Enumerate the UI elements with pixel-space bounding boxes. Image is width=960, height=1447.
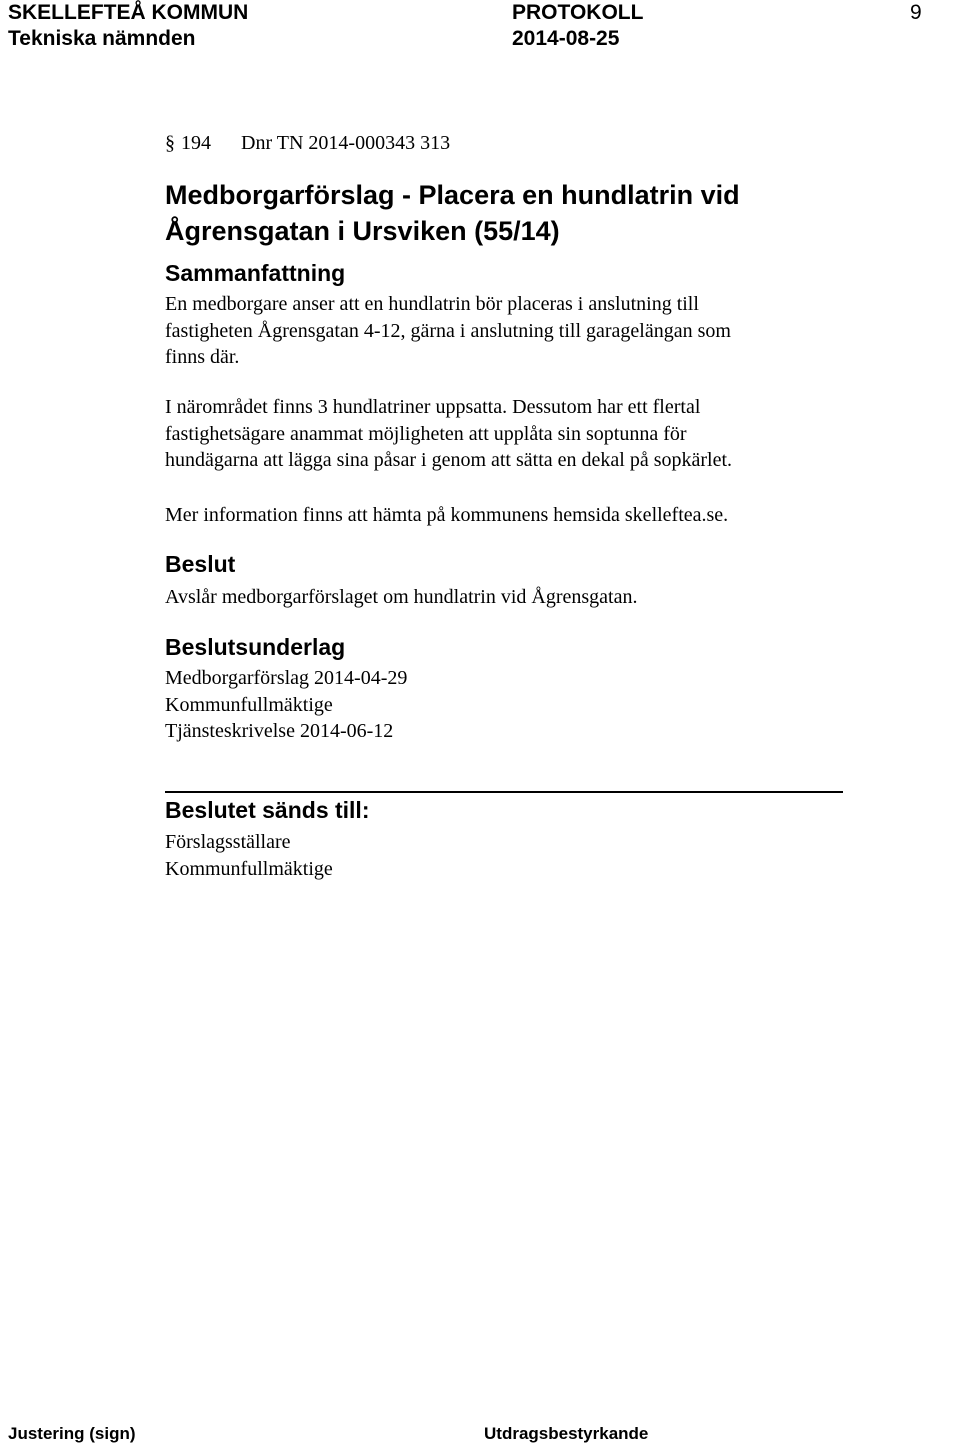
recipient-list [165,829,825,882]
list-item: Kommunfullmäktige [165,693,333,716]
page-number: 9 [910,1,922,24]
meeting-date: 2014-08-25 [512,27,620,50]
section-divider [165,791,843,793]
decision-text [165,584,825,611]
text-line: Mer information finns att hämta på kommunens hemsida skelleftea.se. [165,504,729,526]
extract-certification-label: Utdragsbestyrkande [484,1424,649,1443]
text-line: En medborgare anser att en hundlatrin bör placeras i anslutning till [165,293,699,315]
document-type: PROTOKOLL [512,1,644,24]
list-item: Förslagsställare [165,831,291,853]
title-line: Medborgarförslag - Placera en hundlatrin vid [165,180,740,210]
text-line: Avslår medborgarförslaget om hundlatrin vid Ågrensgatan. [165,586,638,608]
committee-name: Tekniska nämnden [8,27,196,50]
title-line: Ågrensgatan i Ursviken (55/14) [165,216,560,246]
summary-heading: Sammanfattning [165,260,346,286]
paragraph-reference [165,130,450,156]
decision-heading: Beslut [165,551,236,577]
summary-paragraph [165,502,825,529]
text-line: finns där. [165,346,240,368]
text-line: hundägarna att lägga sina påsar i genom att sätta en dekal på sopkärlet. [165,449,733,471]
distribution-heading: Beslutet sänds till: [165,797,370,823]
paragraph-number: 194 [181,132,211,154]
summary-paragraph [165,394,825,474]
dnr-number: Dnr TN 2014-000343 313 [241,132,451,154]
text-line: fastighetsägare anammat möjligheten att upplåta sin soptunna för [165,422,687,445]
basis-heading: Beslutsunderlag [165,634,346,660]
text-line: fastigheten Ågrensgatan 4-12, gärna i anslutning till garagelängan som [165,319,731,342]
signature-label: Justering (sign) [8,1424,136,1443]
list-item: Tjänsteskrivelse 2014-06-12 [165,720,394,742]
section-symbol: § [165,132,175,154]
list-item: Kommunfullmäktige [165,857,333,880]
page-title [165,177,740,249]
basis-list [165,665,825,745]
organization-name: SKELLEFTEÅ KOMMUN [8,1,249,24]
text-line: I närområdet finns 3 hundlatriner uppsatta. Dessutom har ett flertal [165,396,701,418]
list-item: Medborgarförslag 2014-04-29 [165,667,408,689]
summary-paragraph [165,291,825,371]
